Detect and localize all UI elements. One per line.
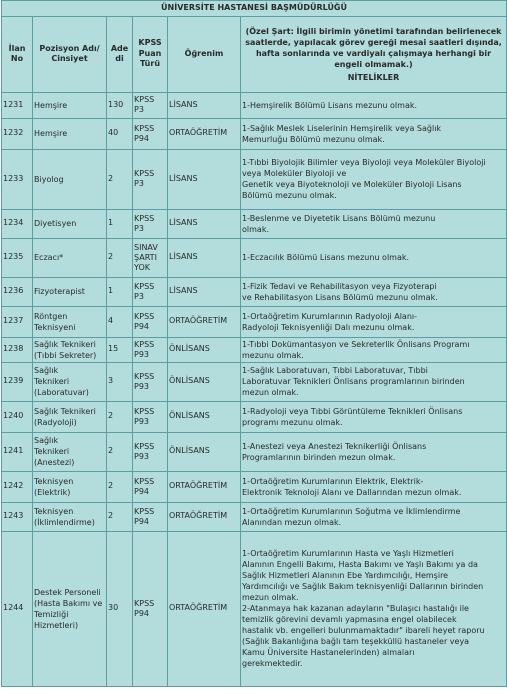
cell-nitelikler: 1-Ortaöğretim Kurumlarının Soğutma ve İklimlendirme Alanından mezun olmak. [241,502,507,531]
cell-puan-turu: KPSS P93 [133,432,168,471]
cell-ogrenim: LİSANS [168,92,241,118]
cell-ilan-no: 1243 [2,502,33,531]
header-adedi: Adedi [107,16,133,92]
cell-adedi: 3 [107,362,133,401]
cell-nitelikler: 1-Ortaöğretim Kurumlarının Elektrik, Elektrik- Elektronik Teknoloji Alanı ve Dallarından mezun olmak. [241,471,507,502]
cell-puan-turu: KPSS P94 [133,118,168,149]
cell-nitelikler: 1-Hemşirelik Bölümü Lisans mezunu olmak. [241,92,507,118]
cell-ilan-no: 1237 [2,306,33,337]
cell-adedi: 40 [107,118,133,149]
cell-puan-turu: KPSS P3 [133,149,168,209]
cell-ogrenim: ÖNLİSANS [168,337,241,362]
cell-ilan-no: 1240 [2,401,33,432]
table-row [2,238,507,277]
table-row [2,401,507,432]
cell-pozisyon: Röntgen Teknisyeni [33,306,107,337]
cell-nitelikler: 1-Sağlık Meslek Liselerinin Hemşirelik veya Sağlık Memurluğu Bölümü mezunu olmak. [241,118,507,149]
cell-ilan-no: 1244 [2,531,33,686]
cell-nitelikler: 1-Tıbbi Dokümantasyon ve Sekreterlik Önlisans Programı mezunu olmak. [241,337,507,362]
cell-ilan-no: 1236 [2,277,33,306]
cell-ogrenim: ORTAÖĞRETİM [168,531,241,686]
header-nitelikler [241,16,507,92]
table-row [2,432,507,471]
cell-ogrenim: ÖNLİSANS [168,432,241,471]
cell-ogrenim: ORTAÖĞRETİM [168,118,241,149]
cell-adedi: 2 [107,502,133,531]
cell-nitelikler: 1-Ortaöğretim Kurumlarının Hasta ve Yaşlı Hizmetleri Alanının Engelli Bakımı, Hasta Bakımı ve Yaşlı Bakımı ya da Sağlık Hizmetleri Alanının Ebe Yardımcılığı, Hemşire Yardımcılığı ve Sağlık Bakım teknisyenliği Dallarının birinden mezun olmak. 2-Atanmaya hak kazanan adayların "Bulaşıcı hastalığı ile temizlik görevini devamlı yapmasına engel olabilecek hastalık vb. engelleri bulunmamaktadır" ibareli heyet raporu (Sağlık Bakanlığına bağlı tam teşekküllü hastaneler veya Kamu Üniversite Hastanelerinden) almaları gerekmektedir. [241,531,507,686]
cell-nitelikler: 1-Ortaöğretim Kurumlarının Radyoloji Alanı- Radyoloji Teknisyenliği Dalı mezunu olmak. [241,306,507,337]
cell-adedi: 2 [107,238,133,277]
cell-puan-turu: KPSS P3 [133,92,168,118]
cell-ogrenim: ÖNLİSANS [168,362,241,401]
cell-adedi: 130 [107,92,133,118]
header-ogrenim: Öğrenim [168,16,241,92]
header-pozisyon: Pozisyon Adı/ Cinsiyet [33,16,107,92]
cell-puan-turu: KPSS P3 [133,209,168,238]
cell-puan-turu: SINAV ŞARTI YOK [133,238,168,277]
cell-puan-turu: KPSS P93 [133,362,168,401]
cell-ogrenim: ORTAÖĞRETİM [168,306,241,337]
cell-ilan-no: 1235 [2,238,33,277]
cell-ogrenim: LİSANS [168,209,241,238]
cell-nitelikler: 1-Beslenme ve Diyetetik Lisans Bölümü mezunu olmak. [241,209,507,238]
cell-ilan-no: 1231 [2,92,33,118]
positions-table [1,0,507,687]
cell-adedi: 2 [107,149,133,209]
cell-ogrenim: LİSANS [168,238,241,277]
cell-ogrenim: ORTAÖĞRETİM [168,471,241,502]
cell-adedi: 30 [107,531,133,686]
cell-puan-turu: KPSS P3 [133,277,168,306]
cell-puan-turu: KPSS P94 [133,531,168,686]
table-row [2,362,507,401]
cell-adedi: 4 [107,306,133,337]
special-condition-note: (Özel Şart: İlgili birimin yönetimi tarafından belirlenecek saatlerde, yapılacak görev gereği mesai saatleri dışında, hafta sonlarında ve vardiyalı çalışmaya herhangi bir engeli olmamak.) [245,26,502,69]
cell-nitelikler: 1-Sağlık Laboratuvarı, Tıbbi Laboratuvar, Tıbbi Laboratuvar Teknikleri Önlisans programlarının birinden mezun olmak. [241,362,507,401]
table-row [2,92,507,118]
cell-ogrenim: LİSANS [168,277,241,306]
cell-ilan-no: 1241 [2,432,33,471]
cell-pozisyon: Destek Personeli (Hasta Bakımı ve Temizliği Hizmetleri) [33,531,107,686]
table-row [2,277,507,306]
cell-ilan-no: 1242 [2,471,33,502]
cell-nitelikler: 1-Anestezi veya Anestezi Teknikerliği Önlisans Programlarının birinden mezun olmak. [241,432,507,471]
table-row [2,209,507,238]
cell-ilan-no: 1234 [2,209,33,238]
table-row [2,502,507,531]
cell-ogrenim: ÖNLİSANS [168,401,241,432]
cell-pozisyon: Sağlık Teknikeri (Radyoloji) [33,401,107,432]
table-row [2,337,507,362]
header-puan-turu: KPSS Puan Türü [133,16,168,92]
cell-puan-turu: KPSS P93 [133,337,168,362]
cell-adedi: 2 [107,471,133,502]
cell-nitelikler: 1-Eczacılık Bölümü Lisans mezunu olmak. [241,238,507,277]
table-row [2,149,507,209]
cell-pozisyon: Sağlık Teknikeri (Laboratuvar) [33,362,107,401]
cell-adedi: 1 [107,209,133,238]
cell-ilan-no: 1232 [2,118,33,149]
table-row [2,471,507,502]
cell-pozisyon: Eczacı* [33,238,107,277]
cell-pozisyon: Teknisyen (Elektrik) [33,471,107,502]
institution-title: ÜNİVERSİTE HASTANESİ BAŞMÜDÜRLÜĞÜ [2,1,507,17]
cell-puan-turu: KPSS P94 [133,471,168,502]
header-ilan-no: İlan No [2,16,33,92]
cell-pozisyon: Fizyoterapist [33,277,107,306]
cell-nitelikler: 1-Radyoloji veya Tıbbi Görüntüleme Teknikleri Önlisans programı mezunu olmak. [241,401,507,432]
cell-pozisyon: Sağlık Teknikeri (Tıbbi Sekreter) [33,337,107,362]
nitelikler-label: NİTELİKLER [347,72,400,82]
cell-nitelikler: 1-Fizik Tedavi ve Rehabilitasyon veya Fizyoterapi ve Rehabilitasyon Lisans Bölümü mezunu olmak. [241,277,507,306]
table-row [2,118,507,149]
cell-ilan-no: 1238 [2,337,33,362]
table-row [2,306,507,337]
table-row [2,531,507,686]
cell-ogrenim: LİSANS [168,149,241,209]
cell-adedi: 2 [107,432,133,471]
cell-ilan-no: 1239 [2,362,33,401]
cell-ogrenim: ORTAÖĞRETİM [168,502,241,531]
cell-pozisyon: Hemşire [33,118,107,149]
cell-adedi: 2 [107,401,133,432]
cell-puan-turu: KPSS P94 [133,306,168,337]
cell-adedi: 15 [107,337,133,362]
cell-pozisyon: Hemşire [33,92,107,118]
cell-pozisyon: Sağlık Teknikeri (Anestezi) [33,432,107,471]
cell-pozisyon: Teknisyen (İklimlendirme) [33,502,107,531]
cell-ilan-no: 1233 [2,149,33,209]
cell-pozisyon: Diyetisyen [33,209,107,238]
cell-puan-turu: KPSS P93 [133,401,168,432]
cell-adedi: 1 [107,277,133,306]
cell-pozisyon: Biyolog [33,149,107,209]
cell-puan-turu: KPSS P94 [133,502,168,531]
cell-nitelikler: 1-Tıbbi Biyolojik Bilimler veya Biyoloji veya Moleküler Biyoloji veya Moleküler Biyoloji ve Genetik veya Biyoteknoloji ve Moleküler Biyoloji Lisans Bölümü mezunu olmak. [241,149,507,209]
